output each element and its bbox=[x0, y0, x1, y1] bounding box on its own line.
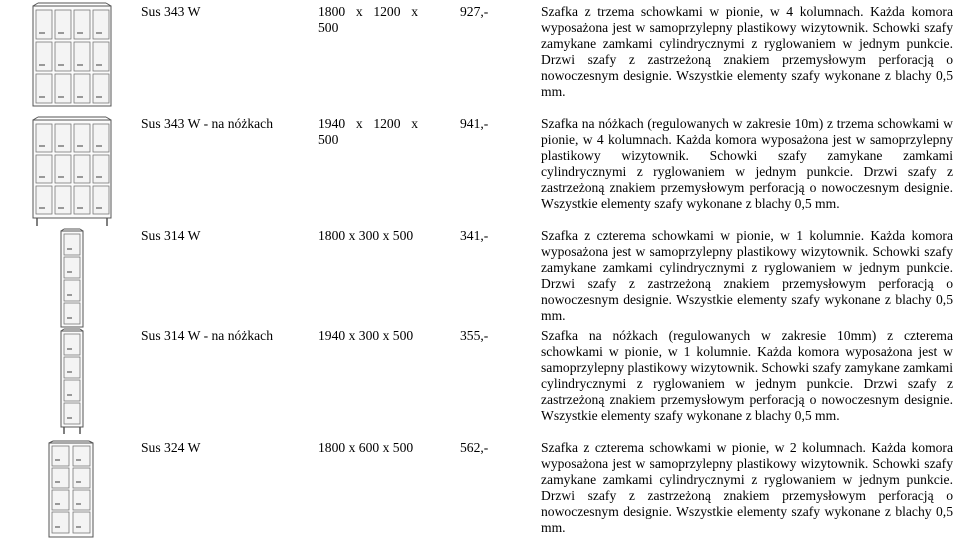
product-description: Szafka z czterema schowkami w pionie, w 1 kolumnie. Każda komora wyposażona jest w samoprzylepny plastikowy wizytownik. Schowki szafy zamykane zamkami cylindrycznymi z ryglowaniem w jednym punkcie. Drzwi szafy z zastrzeżoną znakiem przemysłowym perforacją o nowoczesnym designie. Wszystkie elementy szafy wykonane z blachy 0,5 mm. bbox=[541, 228, 953, 323]
product-row bbox=[0, 438, 960, 540]
product-name: Sus 343 W - na nóżkach bbox=[141, 116, 274, 131]
product-row bbox=[0, 0, 960, 112]
product-name: Sus 343 W bbox=[141, 4, 201, 19]
product-name: Sus 324 W bbox=[141, 440, 201, 455]
locker-2x4-image bbox=[48, 440, 94, 538]
product-name: Sus 314 W - na nóżkach bbox=[141, 328, 274, 343]
product-dimensions: 1940 x 300 x 500 bbox=[318, 328, 414, 343]
locker-4x3-image bbox=[32, 2, 112, 108]
locker-1x4-legs-image bbox=[60, 328, 84, 436]
product-description: Szafka na nóżkach (regulowanych w zakresie 10m) z trzema schowkami w pionie, w 4 kolumnach. Każda komora wyposażona jest w samoprzylepny plastikowy wizytownik. Schowki szafy zamykane zamkami cylindrycznymi z ryglowaniem w jednym punkcie. Drzwi szafy z zastrzeżoną znakiem przemysłowym perforacją o nowoczesnym designie. Wszystkie elementy szafy wykonane z blachy 0,5 mm. bbox=[541, 116, 953, 211]
product-description: Szafka na nóżkach (regulowanych w zakresie 10mm) z czterema schowkami w pionie, w 1 kolumnie. Każda komora wyposażona jest w samoprzylepny plastikowy wizytownik. Schowki szafy zamykane zamkami cylindrycznymi z ryglowaniem w jednym punkcie. Drzwi szafy z zastrzeżoną znakiem przemysłowym perforacją o nowoczesnym designie. Wszystkie elementy szafy wykonane z blachy 0,5 mm. bbox=[541, 328, 953, 423]
product-row bbox=[0, 112, 960, 230]
product-dimensions: 1800 x 600 x 500 bbox=[318, 440, 414, 455]
product-row bbox=[0, 226, 960, 328]
product-price: 355,- bbox=[460, 328, 489, 343]
product-price: 341,- bbox=[460, 228, 489, 243]
product-dimensions: 1940 x 1200 x 500 bbox=[318, 116, 418, 147]
locker-1x4-image bbox=[60, 228, 84, 328]
product-description: Szafka z trzema schowkami w pionie, w 4 kolumnach. Każda komora wyposażona jest w samoprzylepny plastikowy wizytownik. Schowki szafy zamykane zamkami cylindrycznymi z ryglowaniem w jednym punkcie. Drzwi szafy z zastrzeżoną znakiem przemysłowym perforacją o nowoczesnym designie. Wszystkie elementy szafy wykonane z blachy 0,5 mm. bbox=[541, 4, 953, 99]
product-description: Szafka z czterema schowkami w pionie, w 2 kolumnach. Każda komora wyposażona jest w samoprzylepny plastikowy wizytownik. Schowki szafy zamykane zamkami cylindrycznymi z ryglowaniem w jednym punkcie. Drzwi szafy z zastrzeżoną znakiem przemysłowym perforacją o nowoczesnym designie. Wszystkie elementy szafy wykonane z blachy 0,5 mm. bbox=[541, 440, 953, 535]
product-price: 941,- bbox=[460, 116, 489, 131]
product-dimensions: 1800 x 1200 x 500 bbox=[318, 4, 418, 35]
product-name: Sus 314 W bbox=[141, 228, 201, 243]
locker-4x3-legs-image bbox=[32, 116, 112, 228]
product-price: 927,- bbox=[460, 4, 489, 19]
product-dimensions: 1800 x 300 x 500 bbox=[318, 228, 414, 243]
product-row bbox=[0, 326, 960, 438]
product-price: 562,- bbox=[460, 440, 489, 455]
